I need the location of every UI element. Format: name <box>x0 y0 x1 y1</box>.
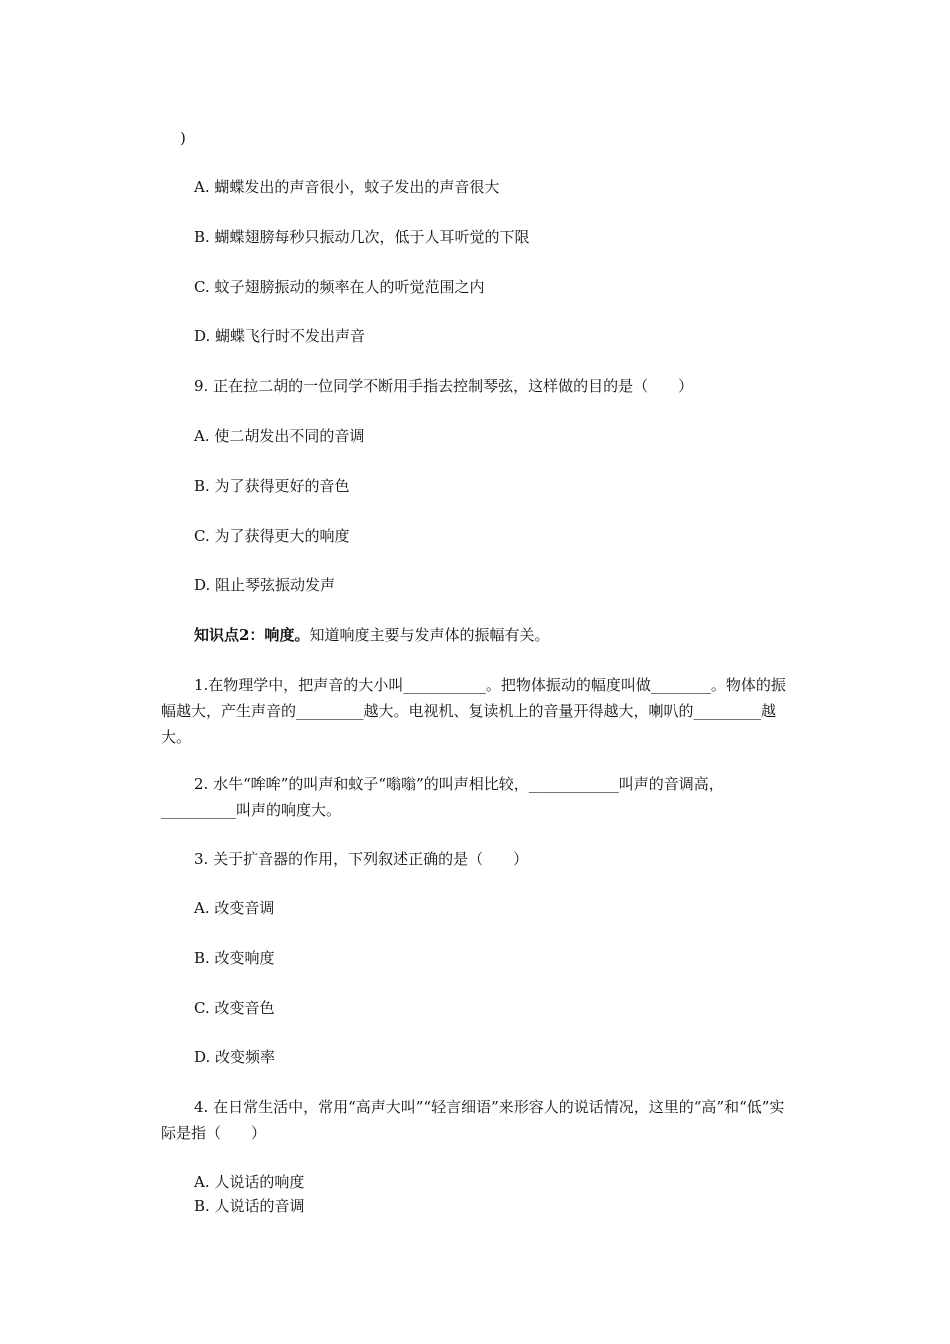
q9-option-c: C. 为了获得更大的响度 <box>194 527 350 545</box>
q8-option-d: D. 蝴蝶飞行时不发出声音 <box>194 327 366 345</box>
s2-q3-option-a: A. 改变音调 <box>194 899 275 917</box>
q9-option-d: D. 阻止琴弦振动发声 <box>194 576 336 594</box>
s2-q4-option-b: B. 人说话的音调 <box>194 1197 305 1215</box>
q8-option-c: C. 蚊子翅膀振动的频率在人的听觉范围之内 <box>194 278 485 296</box>
section-heading-title: 知识点2：响度。 <box>194 626 310 644</box>
q8-option-a: A. 蝴蝶发出的声音很小，蚊子发出的声音很大 <box>194 178 500 196</box>
s2-q3-option-d: D. 改变频率 <box>194 1048 276 1066</box>
s2-q3-stem: 3. 关于扩音器的作用，下列叙述正确的是（ ） <box>194 850 529 868</box>
s2-q4-option-a: A. 人说话的响度 <box>194 1173 305 1191</box>
s2-q4-stem: 4. 在日常生活中，常用“高声大叫”“轻言细语”来形容人的说话情况，这里的“高”和“低”实际是指（ ） <box>161 1098 785 1142</box>
section-heading <box>194 625 549 645</box>
s2-question-1: 1.在物理学中，把声音的大小叫___________。把物体振动的幅度叫做________。物体的振幅越大，产生声音的_________越大。电视机、复读机上的音量开得越大，喇叭的_________越大。 <box>161 676 786 746</box>
section-heading-intro: 知道响度主要与发声体的振幅有关。 <box>309 626 550 644</box>
q9-option-b: B. 为了获得更好的音色 <box>194 477 350 495</box>
s2-question-2: 2. 水牛“哞哞”的叫声和蚊子“嗡嗡”的叫声相比较，____________叫声的音调高，__________叫声的响度大。 <box>161 775 724 819</box>
s2-q3-option-b: B. 改变响度 <box>194 949 275 967</box>
q8-option-b: B. 蝴蝶翅膀每秒只振动几次，低于人耳听觉的下限 <box>194 228 530 246</box>
previous-question-tail: ) <box>180 129 186 147</box>
s2-q3-option-c: C. 改变音色 <box>194 999 275 1017</box>
q9-stem: 9. 正在拉二胡的一位同学不断用手指去控制琴弦，这样做的目的是（ ） <box>194 377 694 395</box>
q9-option-a: A. 使二胡发出不同的音调 <box>194 427 365 445</box>
